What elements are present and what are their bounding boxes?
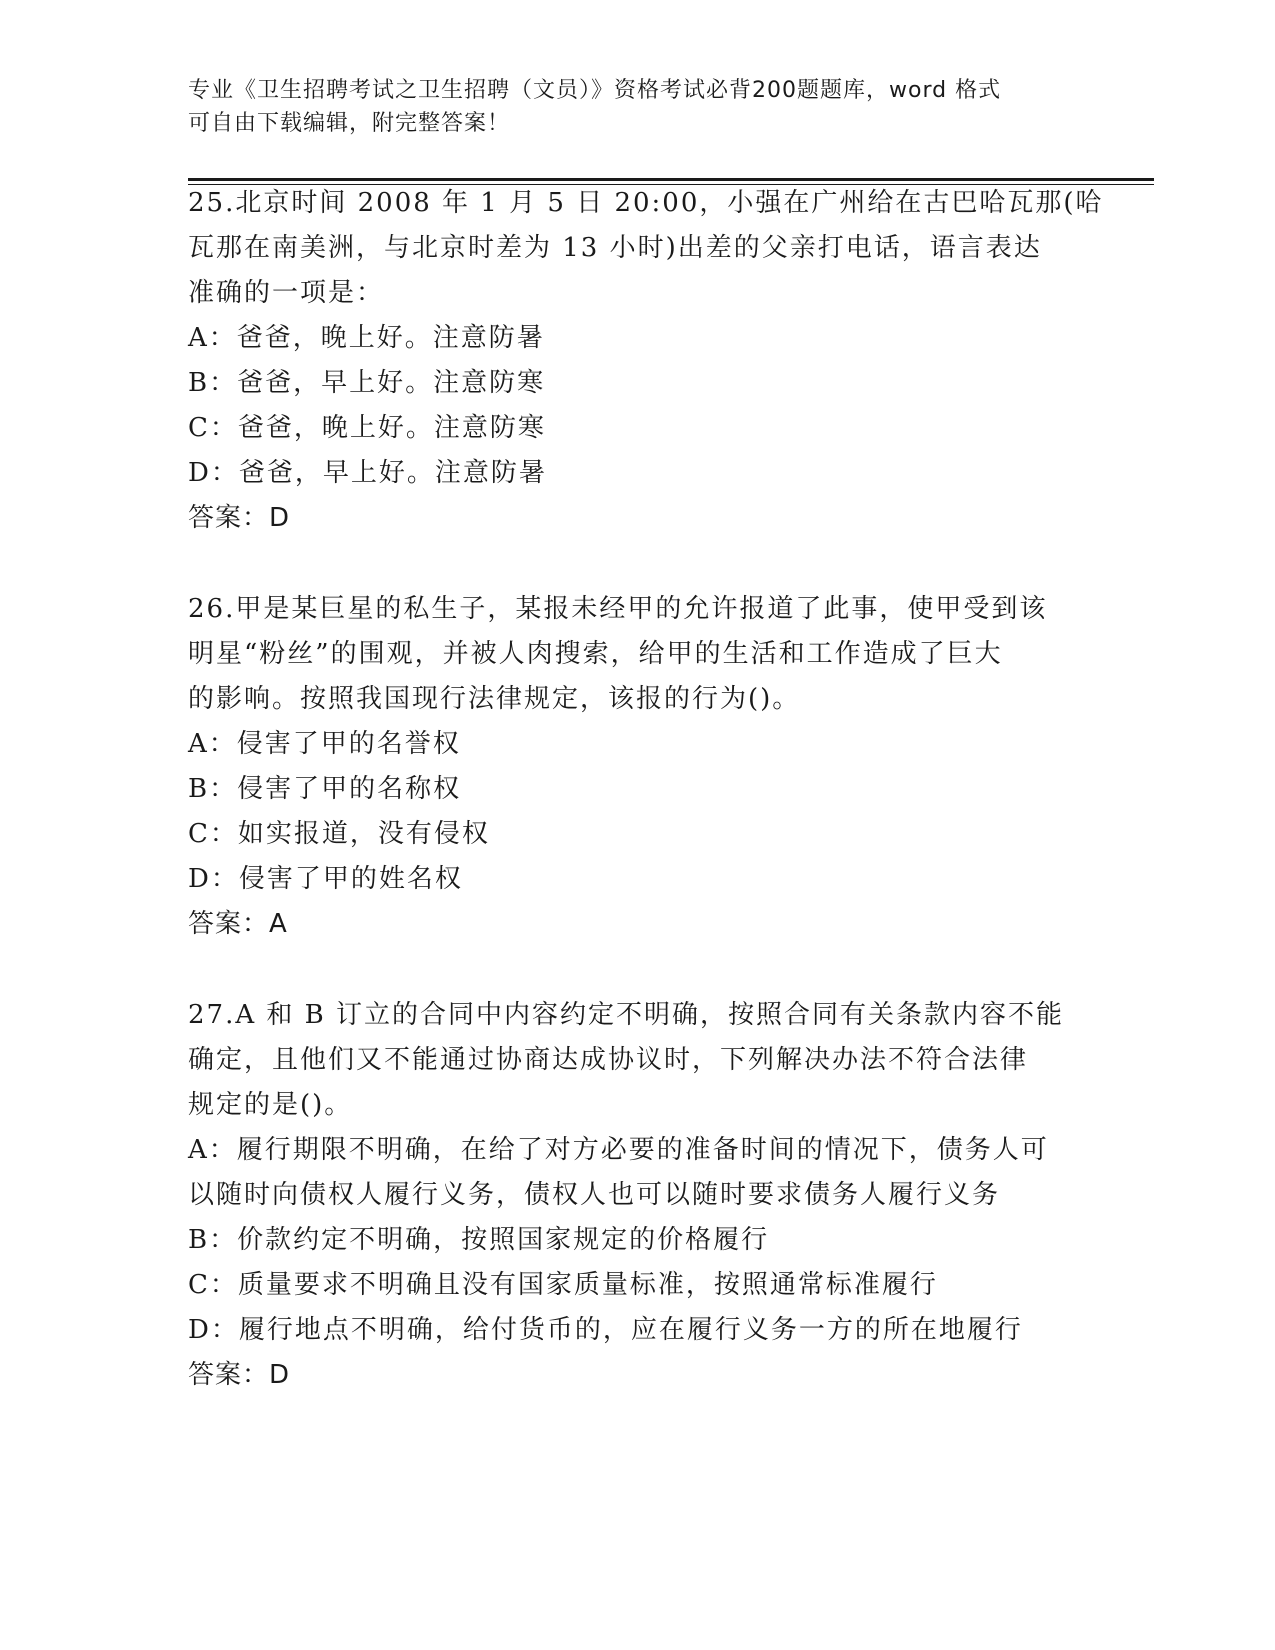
header-line-2: 可自由下载编辑，附完整答案！ [188, 111, 511, 136]
question-stem-line: 25.北京时间 2008 年 1 月 5 日 20:00，小强在广州给在古巴哈瓦那(哈 [188, 188, 1104, 218]
option-d: D：侵害了甲的姓名权 [188, 864, 463, 894]
option-b: B：爸爸，早上好。注意防寒 [188, 368, 546, 398]
question-stem-line: 的影响。按照我国现行法律规定，该报的行为()。 [188, 684, 801, 714]
document-header [188, 74, 1068, 140]
answer-line: 答案：A [188, 909, 288, 939]
option-a: A：侵害了甲的名誉权 [188, 729, 461, 759]
question-stem-line: 26.甲是某巨星的私生子，某报未经甲的允许报道了此事，使甲受到该 [188, 594, 1048, 624]
option-c: C：如实报道，没有侵权 [188, 819, 490, 849]
option-a: A：履行期限不明确，在给了对方必要的准备时间的情况下，债务人可 [188, 1135, 1049, 1165]
option-d: D：爸爸，早上好。注意防暑 [188, 458, 547, 488]
question-stem-line: 确定，且他们又不能通过协商达成协议时，下列解决办法不符合法律 [188, 1045, 1029, 1075]
option-c: C：爸爸，晚上好。注意防寒 [188, 413, 546, 443]
question-block [188, 587, 1068, 947]
option-b: B：价款约定不明确，按照国家规定的价格履行 [188, 1225, 770, 1255]
option-a: A：爸爸，晚上好。注意防暑 [188, 323, 545, 353]
question-stem-line: 27.A 和 B 订立的合同中内容约定不明确，按照合同有关条款内容不能 [188, 1000, 1065, 1030]
question-stem-line: 瓦那在南美洲，与北京时差为 13 小时)出差的父亲打电话，语言表达 [188, 233, 1042, 263]
option-b: B：侵害了甲的名称权 [188, 774, 462, 804]
question-stem-line: 明星“粉丝”的围观，并被人肉搜索，给甲的生活和工作造成了巨大 [188, 639, 1003, 669]
option-a-continued: 以随时向债权人履行义务，债权人也可以随时要求债务人履行义务 [188, 1180, 1001, 1210]
question-block [188, 993, 1068, 1398]
question-stem-line: 规定的是()。 [188, 1090, 353, 1120]
option-c: C：质量要求不明确且没有国家质量标准，按照通常标准履行 [188, 1270, 938, 1300]
question-block [188, 181, 1104, 541]
header-line-1: 专业《卫生招聘考试之卫生招聘（文员）》资格考试必背200题题库，word 格式 [188, 78, 1002, 103]
answer-line: 答案：D [188, 1360, 291, 1390]
option-d: D：履行地点不明确，给付货币的，应在履行义务一方的所在地履行 [188, 1315, 1023, 1345]
question-stem-line: 准确的一项是： [188, 278, 385, 308]
answer-line: 答案：D [188, 503, 291, 533]
